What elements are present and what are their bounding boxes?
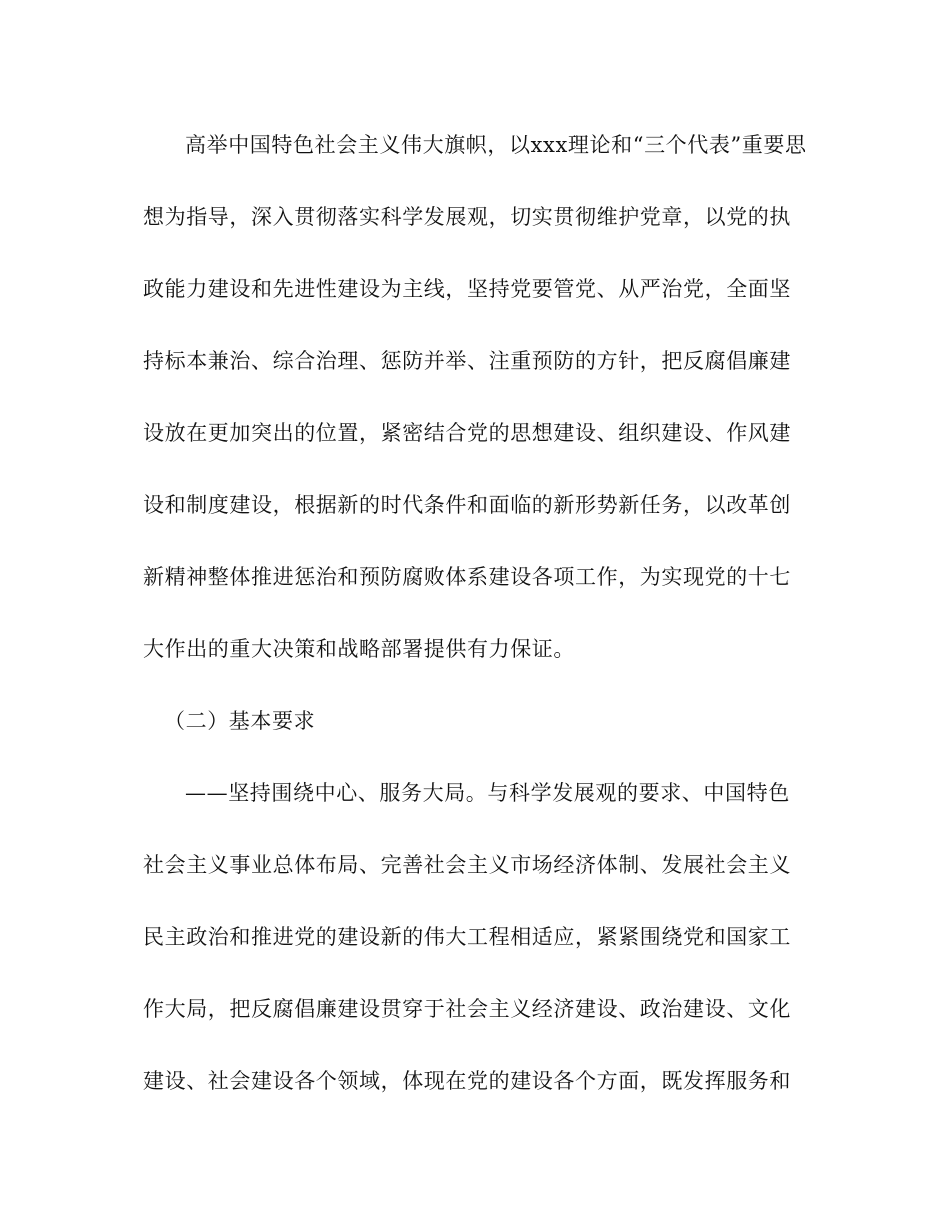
paragraph-line-3: 政能力建设和先进性建设为主线，坚持党要管党、从严治党，全面坚 (143, 277, 791, 301)
paragraph-line-1: 高举中国特色社会主义伟大旗帜，以xxx理论和“三个代表”重要思 (185, 133, 807, 157)
paragraph-line-2: 想为指导，深入贯彻落实科学发展观，切实贯彻维护党章，以党的执 (143, 205, 791, 229)
paragraph-line-5: 设放在更加突出的位置，紧密结合党的思想建设、组织建设、作风建 (143, 421, 791, 445)
paragraph-line-8: 大作出的重大决策和战略部署提供有力保证。 (143, 637, 575, 661)
paragraph-line-4: 持标本兼治、综合治理、惩防并举、注重预防的方针，把反腐倡廉建 (143, 349, 791, 373)
paragraph-line-11: 社会主义事业总体布局、完善社会主义市场经济体制、发展社会主义 (143, 853, 791, 877)
paragraph-line-10: ——坚持围绕中心、服务大局。与科学发展观的要求、中国特色 (185, 781, 790, 805)
paragraph-line-14: 建设、社会建设各个领域，体现在党的建设各个方面，既发挥服务和 (143, 1069, 791, 1093)
section-heading: （二）基本要求 (164, 709, 316, 733)
paragraph-line-12: 民主政治和推进党的建设新的伟大工程相适应，紧紧围绕党和国家工 (143, 925, 791, 949)
paragraph-line-7: 新精神整体推进惩治和预防腐败体系建设各项工作，为实现党的十七 (143, 565, 791, 589)
paragraph-line-6: 设和制度建设，根据新的时代条件和面临的新形势新任务，以改革创 (143, 493, 791, 517)
paragraph-line-13: 作大局，把反腐倡廉建设贯穿于社会主义经济建设、政治建设、文化 (143, 997, 791, 1021)
